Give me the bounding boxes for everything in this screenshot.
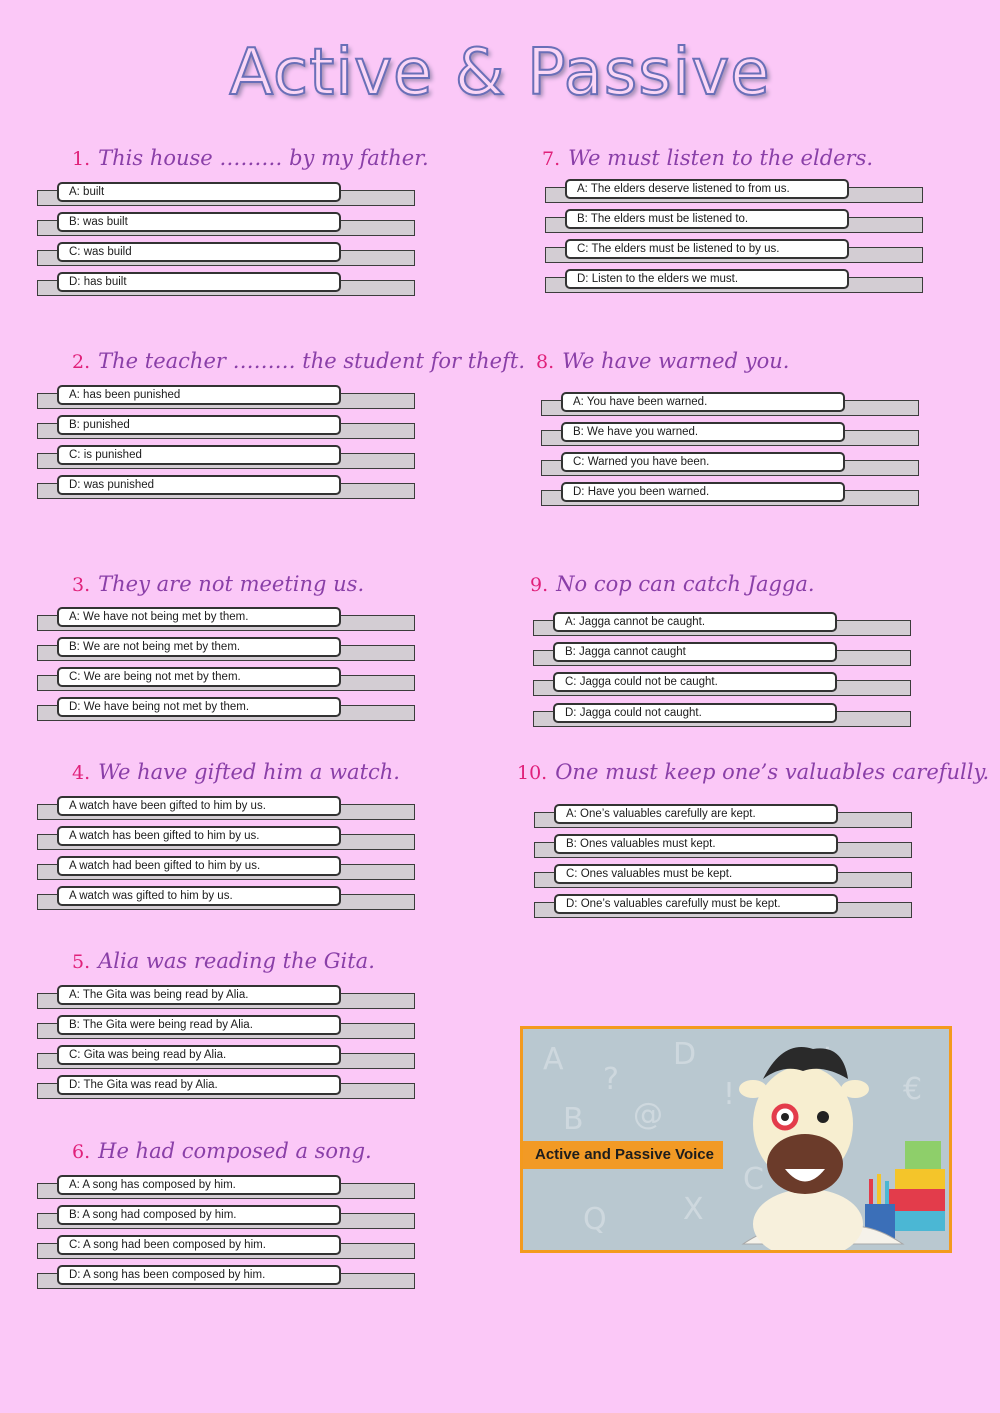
q8-option-b[interactable]: B: We have you warned. [541,422,921,446]
q5-option-a[interactable]: A: The Gita was being read by Alia. [37,985,417,1009]
svg-text:!: ! [723,1077,736,1112]
q10-option-b[interactable]: B: Ones valuables must kept. [534,834,914,858]
cartoon-cow-illustration [523,1029,949,1250]
q6-option-c[interactable]: C: A song had been composed by him. [37,1235,417,1259]
q3-option-c[interactable]: C: We are being not met by them. [37,667,417,691]
q9-option-c[interactable]: C: Jagga could not be caught. [533,672,913,696]
q9-option-a[interactable]: A: Jagga cannot be caught. [533,612,913,636]
question-7: 7. We must listen to the elders. [542,146,874,170]
q10-option-d[interactable]: D: One’s valuables carefully must be kept. [534,894,914,918]
q7-option-d[interactable]: D: Listen to the elders we must. [545,269,925,293]
q4-option-a[interactable]: A watch have been gifted to him by us. [37,796,417,820]
q2-option-b[interactable]: B: punished [37,415,417,439]
promo-label: Active and Passive Voice [523,1141,723,1169]
q5-option-c[interactable]: C: Gita was being read by Alia. [37,1045,417,1069]
q8-option-a[interactable]: A: You have been warned. [541,392,921,416]
svg-text:B: B [563,1102,584,1137]
q2-option-d[interactable]: D: was punished [37,475,417,499]
q7-option-a[interactable]: A: The elders deserve listened to from us. [545,179,925,203]
q1-option-a[interactable]: A: built [37,182,417,206]
question-4: 4. We have gifted him a watch. [72,760,400,784]
promo-image [520,1026,952,1253]
question-3: 3. They are not meeting us. [72,572,365,596]
q3-option-a[interactable]: A: We have not being met by them. [37,607,417,631]
q2-option-a[interactable]: A: has been punished [37,385,417,409]
q1-option-c[interactable]: C: was build [37,242,417,266]
q8-option-d[interactable]: D: Have you been warned. [541,482,921,506]
q4-option-d[interactable]: A watch was gifted to him by us. [37,886,417,910]
question-9: 9. No cop can catch Jagga. [530,572,815,596]
question-10: 10. One must keep one’s valuables carefully. [517,760,990,784]
q1-option-d[interactable]: D: has built [37,272,417,296]
q7-option-c[interactable]: C: The elders must be listened to by us. [545,239,925,263]
question-5: 5. Alia was reading the Gita. [72,949,375,973]
q1-option-b[interactable]: B: was built [37,212,417,236]
q9-option-d[interactable]: D: Jagga could not caught. [533,703,913,727]
svg-text:A: A [543,1042,564,1077]
q5-option-d[interactable]: D: The Gita was read by Alia. [37,1075,417,1099]
svg-text:X: X [683,1192,704,1227]
svg-text:?: ? [603,1062,619,1097]
q10-option-a[interactable]: A: One’s valuables carefully are kept. [534,804,914,828]
q6-option-a[interactable]: A: A song has composed by him. [37,1175,417,1199]
q5-option-b[interactable]: B: The Gita were being read by Alia. [37,1015,417,1039]
svg-text:C: C [743,1162,764,1197]
q3-option-d[interactable]: D: We have being not met by them. [37,697,417,721]
question-6: 6. He had composed a song. [72,1139,372,1163]
question-1: 1. This house ……… by my father. [72,146,429,170]
svg-text:@: @ [633,1097,663,1132]
svg-text:Q: Q [583,1202,607,1237]
question-8: 8. We have warned you. [536,349,790,373]
page-title: Active & Passive [229,36,771,110]
q8-option-c[interactable]: C: Warned you have been. [541,452,921,476]
q3-option-b[interactable]: B: We are not being met by them. [37,637,417,661]
q2-option-c[interactable]: C: is punished [37,445,417,469]
q7-option-b[interactable]: B: The elders must be listened to. [545,209,925,233]
q4-option-c[interactable]: A watch had been gifted to him by us. [37,856,417,880]
q10-option-c[interactable]: C: Ones valuables must be kept. [534,864,914,888]
q6-option-d[interactable]: D: A song has been composed by him. [37,1265,417,1289]
svg-text:€: € [903,1072,923,1107]
q4-option-b[interactable]: A watch has been gifted to him by us. [37,826,417,850]
q9-option-b[interactable]: B: Jagga cannot caught [533,642,913,666]
question-2: 2. The teacher ……… the student for theft. [72,349,525,373]
svg-text:D: D [673,1037,697,1072]
q6-option-b[interactable]: B: A song had composed by him. [37,1205,417,1229]
